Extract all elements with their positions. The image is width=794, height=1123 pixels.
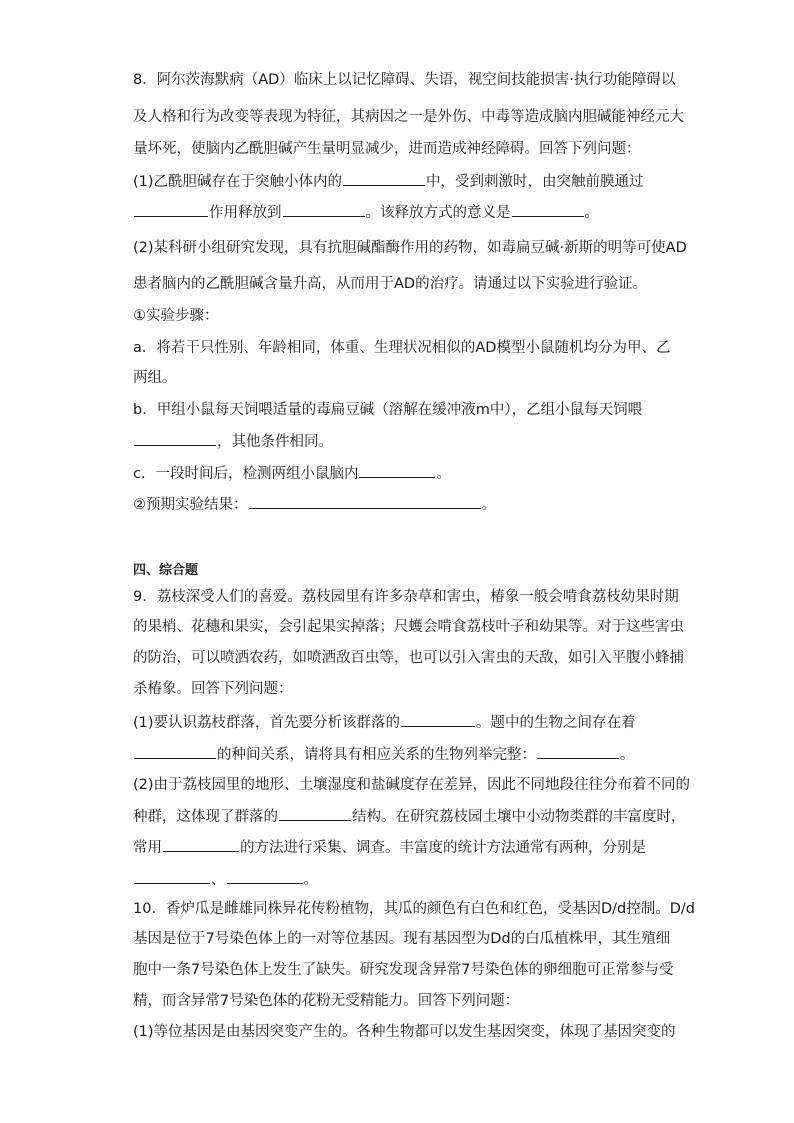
q9-line-8 bbox=[133, 806, 686, 827]
q8-line-5-text-a: 作用释放到 bbox=[209, 205, 282, 221]
q8-line-13-text-b: 。 bbox=[436, 466, 451, 482]
q9-line-10 bbox=[133, 869, 318, 890]
q8-line-14 bbox=[133, 494, 496, 515]
section-heading: 四、综合题 bbox=[133, 563, 199, 578]
answer-blank[interactable] bbox=[359, 463, 435, 478]
q8-line-4-text-b: 中，受到刺激时，由突触前膜通过 bbox=[426, 174, 644, 190]
answer-blank[interactable] bbox=[343, 171, 425, 186]
answer-blank[interactable] bbox=[134, 869, 210, 884]
q9-line-2: 的果梢、花穗和果实，会引起果实掉落；尺蠖会啃食荔枝叶子和幼果等。对于这些害虫 bbox=[133, 619, 684, 635]
q8-line-14-text-a: ②预期实验结果： bbox=[133, 497, 248, 513]
q8-line-6: (2)某科研小组研究发现，具有抗胆碱酯酶作用的药物，如毒扁豆碱·新斯的明等可使AD bbox=[133, 240, 687, 256]
q8-line-1: 8．阿尔茨海默病（AD）临床上以记忆障碍、失语，视空间技能损害·执行功能障碍以 bbox=[133, 72, 676, 88]
q8-line-2: 及人格和行为改变等表现为特征，其病因之一是外伤、中毒等造成脑内胆碱能神经元大 bbox=[133, 109, 684, 125]
q9-line-6 bbox=[133, 744, 635, 765]
q8-line-5-text-b: 。该释放方式的意义是 bbox=[365, 205, 511, 221]
q10-line-5: (1)等位基因是由基因突变产生的。各种生物都可以发生基因突变，体现了基因突变的 bbox=[133, 1024, 676, 1040]
q9-line-3: 的防治，可以喷洒农药，如喷洒敌百虫等，也可以引入害虫的天敌，如引入平腹小蜂捕 bbox=[133, 650, 684, 666]
answer-blank[interactable] bbox=[512, 202, 584, 217]
q8-line-4 bbox=[133, 171, 644, 192]
q9-line-10-text-b: 。 bbox=[303, 872, 318, 888]
q9-line-10-text-a: 、 bbox=[211, 872, 226, 888]
q8-line-13 bbox=[133, 463, 451, 484]
q8-line-9: a．将若干只性别、年龄相同，体重、生理状况相似的AD模型小鼠随机均分为甲、乙 bbox=[133, 340, 671, 356]
q8-line-11: b．甲组小鼠每天饲喂适量的毒扁豆碱（溶解在缓冲液m中），乙组小鼠每天饲喂 bbox=[133, 402, 643, 418]
q8-line-7: 患者脑内的乙酰胆碱含量升高，从而用于AD的治疗。请通过以下实验进行验证。 bbox=[133, 276, 648, 292]
q9-line-8-text-b: 结构。在研究荔枝园土壤中小动物类群的丰富度时， bbox=[352, 809, 686, 825]
answer-blank[interactable] bbox=[134, 202, 208, 217]
answer-blank[interactable] bbox=[401, 712, 475, 727]
q9-line-9-text-b: 的方法进行采集、调查。丰富度的统计方法通常有两种，分别是 bbox=[240, 840, 646, 856]
q8-line-8: ①实验步骤： bbox=[133, 308, 219, 324]
answer-blank[interactable] bbox=[134, 744, 216, 759]
q8-line-12-text: ，其他条件相同。 bbox=[217, 434, 333, 450]
answer-blank[interactable] bbox=[283, 202, 365, 217]
q9-line-4: 杀椿象。回答下列问题： bbox=[133, 681, 293, 697]
q9-line-8-text-a: 种群，这体现了群落的 bbox=[133, 809, 278, 825]
q10-line-2: 基因是位于7号染色体上的一对等位基因。现有基因型为Dd的白瓜植株甲，其生殖细 bbox=[133, 931, 671, 947]
q8-line-3: 量坏死，使脑内乙酰胆碱产生量明显减少，进而造成神经障碍。回答下列问题： bbox=[133, 141, 641, 157]
answer-blank[interactable] bbox=[279, 806, 351, 821]
q8-line-5 bbox=[133, 202, 599, 223]
q9-line-9-text-a: 常用 bbox=[133, 840, 162, 856]
q9-line-6-text-a: 的种间关系，请将具有相应关系的生物列举完整： bbox=[217, 747, 536, 763]
answer-blank[interactable] bbox=[537, 744, 619, 759]
q10-line-3: 胞中一条7号染色体上发生了缺失。研究发现含异常7号染色体的卵细胞可正常参与受 bbox=[133, 962, 674, 978]
q9-line-5-text-a: (1)要认识荔枝群落，首先要分析该群落的 bbox=[133, 715, 401, 731]
q8-line-13-text-a: c．一段时间后，检测两组小鼠脑内 bbox=[133, 466, 359, 482]
q8-line-4-text-a: (1)乙酰胆碱存在于突触小体内的 bbox=[133, 174, 343, 190]
q8-line-10: 两组。 bbox=[133, 370, 177, 386]
q9-line-5 bbox=[133, 712, 636, 733]
q9-line-7: (2)由于荔枝园里的地形、土壤湿度和盐碱度存在差异，因此不同地段往往分布着不同的 bbox=[133, 777, 691, 793]
answer-blank[interactable] bbox=[134, 431, 216, 446]
q9-line-6-text-b: 。 bbox=[620, 747, 635, 763]
q9-line-5-text-b: 。题中的生物之间存在着 bbox=[476, 715, 636, 731]
q10-line-4: 精，而含异常7号染色体的花粉无受精能力。回答下列问题： bbox=[133, 993, 520, 1009]
answer-blank[interactable] bbox=[249, 494, 481, 509]
q9-line-9 bbox=[133, 837, 646, 858]
q8-line-12 bbox=[133, 431, 333, 452]
answer-blank[interactable] bbox=[227, 869, 303, 884]
answer-blank[interactable] bbox=[163, 837, 239, 852]
q8-line-5-text-c: 。 bbox=[584, 205, 599, 221]
q9-line-1: 9．荔枝深受人们的喜爱。荔枝园里有许多杂草和害虫，椿象一般会啃食荔枝幼果时期 bbox=[133, 589, 679, 605]
q10-line-1: 10．香炉瓜是雌雄同株异花传粉植物，其瓜的颜色有白色和红色，受基因D/d控制。D/d bbox=[133, 901, 695, 917]
q8-line-14-text-b: 。 bbox=[481, 497, 496, 513]
